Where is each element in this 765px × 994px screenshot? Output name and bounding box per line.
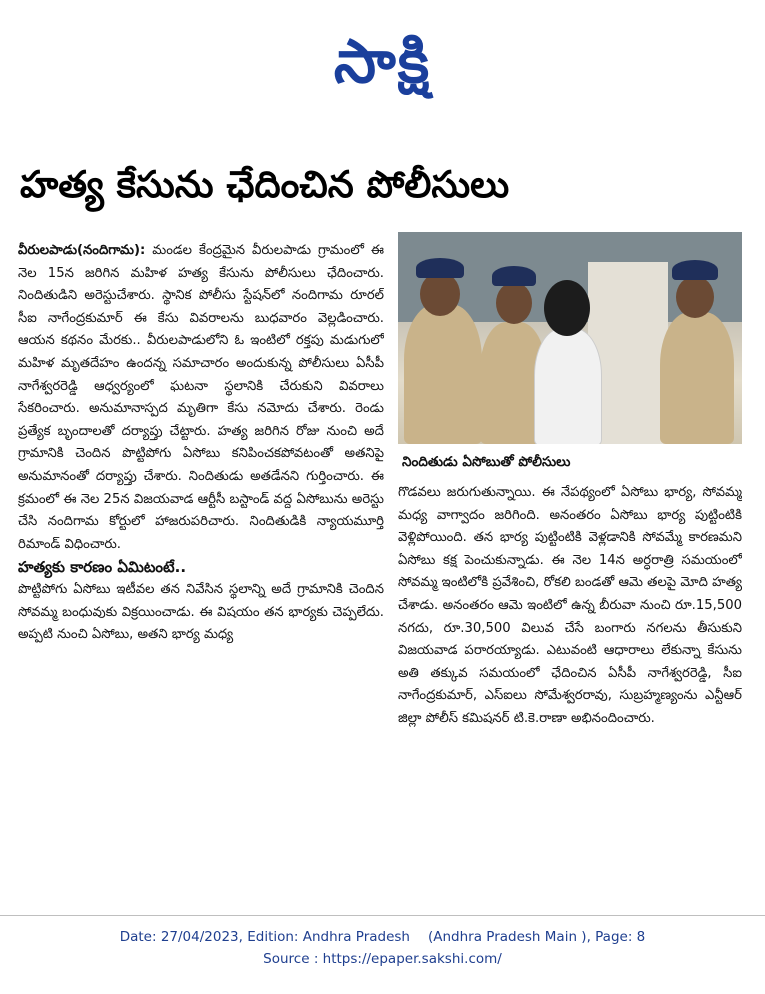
- officer-cap: [672, 260, 718, 280]
- footer: [0, 926, 765, 970]
- accused-figure: [534, 328, 602, 444]
- footer-page-info: (Andhra Pradesh Main ), Page: 8: [428, 929, 646, 945]
- article-subheading: హత్యకు కారణం ఏమిటంటే..: [18, 558, 187, 577]
- officer-cap: [492, 266, 536, 286]
- article-paragraph-1: [18, 240, 384, 556]
- officer-cap: [416, 258, 464, 278]
- footer-date-edition: Date: 27/04/2023, Edition: Andhra Pradesh: [119, 929, 410, 945]
- article-paragraph-2: పొట్టిపోగు ఏసోబు ఇటీవల తన నివేసిన స్థలాన్ని అదే గ్రామానికి చెందిన సోవమ్మ బంధువుకు విక్రయించాడు. ఈ విషయం తన భార్యకు చెప్పలేదు. అప్పటి నుంచి ఏసోబు, అతని భార్య మధ్య: [18, 581, 384, 643]
- accused-covered-head: [544, 280, 590, 336]
- police-officer-figure: [404, 304, 482, 444]
- paragraph-1-text: మండల కేంద్రమైన వీరులపాడు గ్రామంలో ఈ నెల 15న జరిగిన మహిళ హత్య కేసును పోలీసులు ఛేదించారు. నిందితుడిని అరెస్టుచేశారు. స్థానిక పోలీసు స్టేషన్‌లో నందిగామ రూరల్ సీఐ నాగేంద్రకుమార్ ఈ కేసు వివరాలను బుధవారం వెల్లడించారు. ఆయన కథనం మేరకు.. వీరులపాడులోని ఓ ఇంటిలో రక్తపు మడుగులో మహిళ మృతదేహం ఉందన్న సమాచారం అందుకున్న పోలీసులు ఏసీపీ నాగేశ్వరరెడ్డి ఆధ్వర్యంలో ఘటనా స్థలానికి చేరుకుని వివరాలు సేకరించారు. అనుమానాస్పద మృతిగా కేసు నమోదు చేశారు. రెండు ప్రత్యేక బృందాలతో దర్యాప్తు చేట్టారు. హత్య జరిగిన రోజు నుంచి అదే గ్రామానికి చెందిన పొట్టిపోగు ఏసోబు కనిపించకపోవటంతో అతనిపై అనుమానంతో దర్యాప్తు చేశారు. నిందితుడు అతడేనని గుర్తించారు. ఈ క్రమంలో ఈ నెల 25న విజయవాడ ఆర్టీసీ బస్టాండ్ వద్ద ఏసోబును అరెస్టు చేసి నందిగామ కోర్టులో హాజరుపరిచారు. నిందితుడికి న్యాయమూర్తి రిమాండ్ విధించారు.: [18, 243, 384, 552]
- footer-source: Source : https://epaper.sakshi.com/: [263, 951, 502, 967]
- officer-head: [496, 282, 532, 324]
- footer-divider: [0, 915, 765, 916]
- dateline: వీరులపాడు(నందిగామ):: [18, 243, 146, 258]
- article-column-right: [398, 482, 742, 902]
- footer-line-1: [0, 926, 765, 948]
- officer-head: [676, 276, 714, 318]
- officer-head: [420, 272, 460, 316]
- newspaper-logo: సాక్షి: [333, 27, 432, 97]
- photo-caption: నిందితుడు ఏసోబుతో పోలీసులు: [402, 454, 571, 470]
- news-photo: [398, 232, 742, 444]
- article-paragraph-right: గొడవలు జరుగుతున్నాయి. ఈ నేపథ్యంలో ఏసోబు భార్య, సోవమ్మ మధ్య వాగ్వాదం జరిగింది. అనంతరం ఏసోబు భార్య పుట్టింటికి వెళ్లిపోయింది. తన భార్య పుట్టింటికి వెళ్లడానికి సోవమ్మే కారణమని ఏసోబు కక్ష పెంచుకున్నాడు. ఈ నెల 14న అర్ధరాత్రి సమయంలో సోవమ్మ ఇంటిలోకి ప్రవేశించి, రోకలి బండతో ఆమె తలపై మోది హత్య చేశాడు. అనంతరం ఆమె ఇంటిలో ఉన్న బీరువా నుంచి రూ.15,500 నగదు, రూ.30,500 విలువ చేసే బంగారు నగలను తీసుకుని విజయవాడ పరారయ్యాడు. ఎటువంటి ఆధారాలు లేకున్నా కేసును అతి తక్కువ సమయంలో ఛేదించిన ఏసీపీ నాగేశ్వరరెడ్డి, సీఐ నాగేంద్రకుమార్, ఎస్ఐలు సోమేశ్వరరావు, సుబ్రహ్మణ్యంను ఎన్టీఆర్ జిల్లా పోలీస్ కమిషనర్ టి.కె.రాణా అభినందించారు.: [398, 485, 742, 726]
- police-officer-figure: [660, 312, 734, 444]
- article-column-left: [18, 240, 384, 895]
- article-headline: హత్య కేసును ఛేదించిన పోలీసులు: [20, 163, 510, 206]
